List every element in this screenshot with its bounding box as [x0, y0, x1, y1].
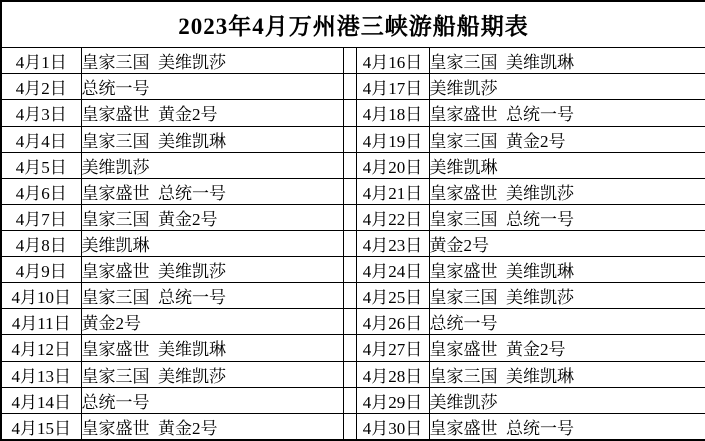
table-row [1, 361, 705, 387]
ships-cell: 总统一号 [429, 309, 705, 335]
table-title: 2023年4月万州港三峡游船船期表 [1, 1, 705, 48]
date-cell: 4月19日 [356, 126, 429, 152]
date-cell: 4月12日 [1, 335, 81, 361]
ships-cell: 皇家盛世 美维凯莎 [429, 178, 705, 204]
spacer-cell [343, 48, 356, 74]
table-row [1, 335, 705, 361]
date-cell: 4月30日 [356, 413, 429, 440]
ships-cell: 黄金2号 [81, 309, 343, 335]
spacer-cell [343, 74, 356, 100]
date-cell: 4月2日 [1, 74, 81, 100]
date-cell: 4月17日 [356, 74, 429, 100]
spacer-cell [343, 413, 356, 440]
table-row [1, 230, 705, 256]
date-cell: 4月24日 [356, 257, 429, 283]
table-row [1, 309, 705, 335]
spacer-cell [343, 126, 356, 152]
spacer-cell [343, 100, 356, 126]
spacer-cell [343, 283, 356, 309]
ships-cell: 总统一号 [81, 74, 343, 100]
ships-cell: 皇家三国 美维凯琳 [429, 361, 705, 387]
spacer-cell [343, 335, 356, 361]
spacer-cell [343, 152, 356, 178]
date-cell: 4月10日 [1, 283, 81, 309]
ships-cell: 美维凯琳 [429, 152, 705, 178]
ships-cell: 皇家三国 总统一号 [429, 204, 705, 230]
date-cell: 4月20日 [356, 152, 429, 178]
spacer-cell [343, 257, 356, 283]
ships-cell: 美维凯莎 [429, 387, 705, 413]
table-row [1, 413, 705, 440]
ships-cell: 皇家盛世 总统一号 [429, 100, 705, 126]
date-cell: 4月9日 [1, 257, 81, 283]
date-cell: 4月6日 [1, 178, 81, 204]
ships-cell: 皇家盛世 总统一号 [81, 178, 343, 204]
title-row [1, 1, 705, 48]
ships-cell: 皇家盛世 美维凯琳 [429, 257, 705, 283]
ships-cell: 皇家盛世 黄金2号 [81, 413, 343, 440]
table-row [1, 126, 705, 152]
date-cell: 4月25日 [356, 283, 429, 309]
ships-cell: 皇家三国 总统一号 [81, 283, 343, 309]
spacer-cell [343, 309, 356, 335]
date-cell: 4月13日 [1, 361, 81, 387]
spacer-cell [343, 178, 356, 204]
date-cell: 4月8日 [1, 230, 81, 256]
table-row [1, 178, 705, 204]
table-row [1, 283, 705, 309]
date-cell: 4月3日 [1, 100, 81, 126]
ships-cell: 皇家盛世 黄金2号 [81, 100, 343, 126]
table-row [1, 100, 705, 126]
table-row [1, 257, 705, 283]
date-cell: 4月4日 [1, 126, 81, 152]
ships-cell: 皇家盛世 总统一号 [429, 413, 705, 440]
ships-cell: 美维凯莎 [81, 152, 343, 178]
ships-cell: 皇家盛世 黄金2号 [429, 335, 705, 361]
table-row [1, 387, 705, 413]
date-cell: 4月1日 [1, 48, 81, 74]
ships-cell: 皇家三国 黄金2号 [429, 126, 705, 152]
date-cell: 4月15日 [1, 413, 81, 440]
date-cell: 4月21日 [356, 178, 429, 204]
ships-cell: 美维凯琳 [81, 230, 343, 256]
table-row [1, 74, 705, 100]
ships-cell: 皇家三国 美维凯莎 [81, 361, 343, 387]
ships-cell: 皇家三国 黄金2号 [81, 204, 343, 230]
date-cell: 4月7日 [1, 204, 81, 230]
spacer-cell [343, 387, 356, 413]
ships-cell: 皇家三国 美维凯莎 [429, 283, 705, 309]
ships-cell: 美维凯莎 [429, 74, 705, 100]
date-cell: 4月18日 [356, 100, 429, 126]
date-cell: 4月28日 [356, 361, 429, 387]
spacer-cell [343, 361, 356, 387]
ships-cell: 皇家盛世 美维凯琳 [81, 335, 343, 361]
date-cell: 4月29日 [356, 387, 429, 413]
ships-cell: 皇家三国 美维凯琳 [81, 126, 343, 152]
ships-cell: 总统一号 [81, 387, 343, 413]
date-cell: 4月11日 [1, 309, 81, 335]
date-cell: 4月27日 [356, 335, 429, 361]
date-cell: 4月5日 [1, 152, 81, 178]
ships-cell: 皇家三国 美维凯莎 [81, 48, 343, 74]
ships-cell: 皇家盛世 美维凯莎 [81, 257, 343, 283]
table-row [1, 204, 705, 230]
date-cell: 4月16日 [356, 48, 429, 74]
spacer-cell [343, 230, 356, 256]
date-cell: 4月14日 [1, 387, 81, 413]
ships-cell: 黄金2号 [429, 230, 705, 256]
date-cell: 4月26日 [356, 309, 429, 335]
table-row [1, 48, 705, 74]
spacer-cell [343, 204, 356, 230]
ships-cell: 皇家三国 美维凯琳 [429, 48, 705, 74]
date-cell: 4月22日 [356, 204, 429, 230]
table-row [1, 152, 705, 178]
date-cell: 4月23日 [356, 230, 429, 256]
